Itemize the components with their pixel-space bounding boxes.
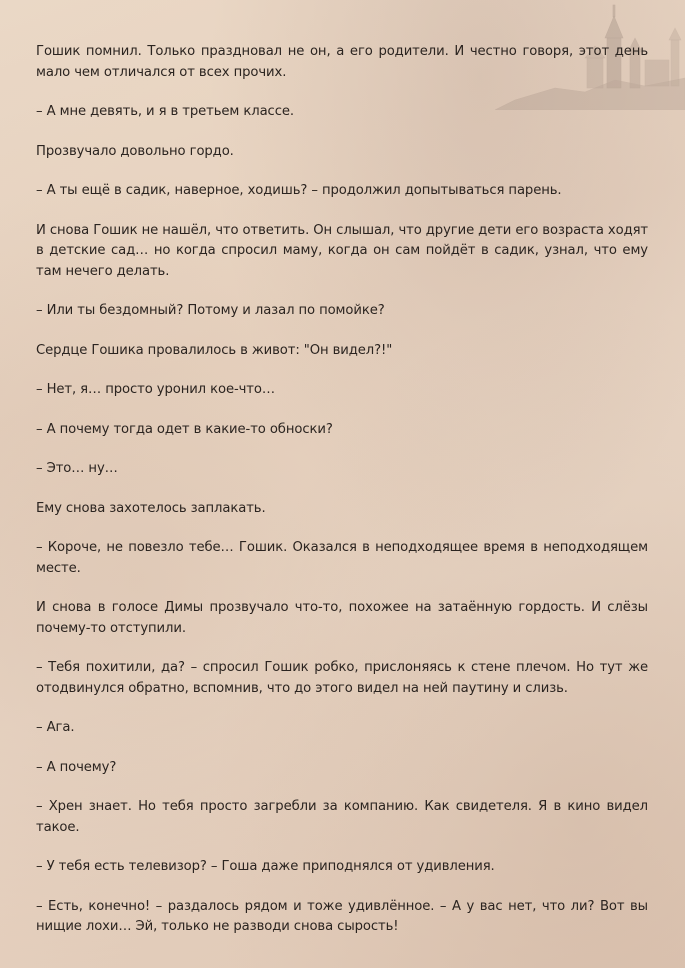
paragraph: – Ага. xyxy=(36,720,75,735)
paragraph: – А почему тогда одет в какие-то обноски? xyxy=(36,421,333,437)
paragraph: – Тебя похитили, да? – спросил Гошик робко, прислоняясь к стене плечом. Но тут же отодвинулся обратно, вспомнив, что до этого видел на ней паутину и слизь. xyxy=(36,660,648,696)
paragraph: – А ты ещё в садик, наверное, ходишь? – продолжил допытываться парень. xyxy=(36,183,562,198)
paragraph: Гошик помнил. Только праздновал не он, а его родители. И честно говоря, этот день мало чем отличался от всех прочих. xyxy=(36,44,648,80)
paragraph: – Короче, не повезло тебе… Гошик. Оказался в неподходящее время в неподходящем месте. xyxy=(36,540,648,576)
paragraph: – Нет, я… просто уронил кое-что… xyxy=(36,382,275,397)
paragraph: – Или ты бездомный? Потому и лазал по помойке? xyxy=(36,303,385,318)
paragraph: – Хрен знает. Но тебя просто загребли за компанию. Как свидетеля. Я в кино видел такое. xyxy=(36,799,648,835)
text-body xyxy=(36,42,648,938)
paragraph: – У тебя есть телевизор? – Гоша даже приподнялся от удивления. xyxy=(36,859,495,874)
paragraph: – А мне девять, и я в третьем классе. xyxy=(36,104,294,119)
paragraph: Сердце Гошика провалилось в живот: "Он видел?!" xyxy=(36,342,393,358)
paragraph: – Это… ну… xyxy=(36,461,118,476)
paragraph: Прозвучало довольно гордо. xyxy=(36,143,234,159)
paragraph: Ему снова захотелось заплакать. xyxy=(36,500,266,516)
paragraph: И снова в голосе Димы прозвучало что-то, похожее на затаённую гордость. И слёзы почему-то отступили. xyxy=(36,600,648,636)
paragraph: – А почему? xyxy=(36,759,117,775)
paragraph: И снова Гошик не нашёл, что ответить. Он слышал, что другие дети его возраста ходят в детские сад… но когда спросил маму, когда он сам пойдёт в садик, узнал, что ему там нечего делать. xyxy=(36,222,648,279)
paragraph: – Есть, конечно! – раздалось рядом и тоже удивлённое. – А у вас нет, что ли? Вот вы нищие лохи… Эй, только не разводи снова сырость! xyxy=(36,898,648,934)
